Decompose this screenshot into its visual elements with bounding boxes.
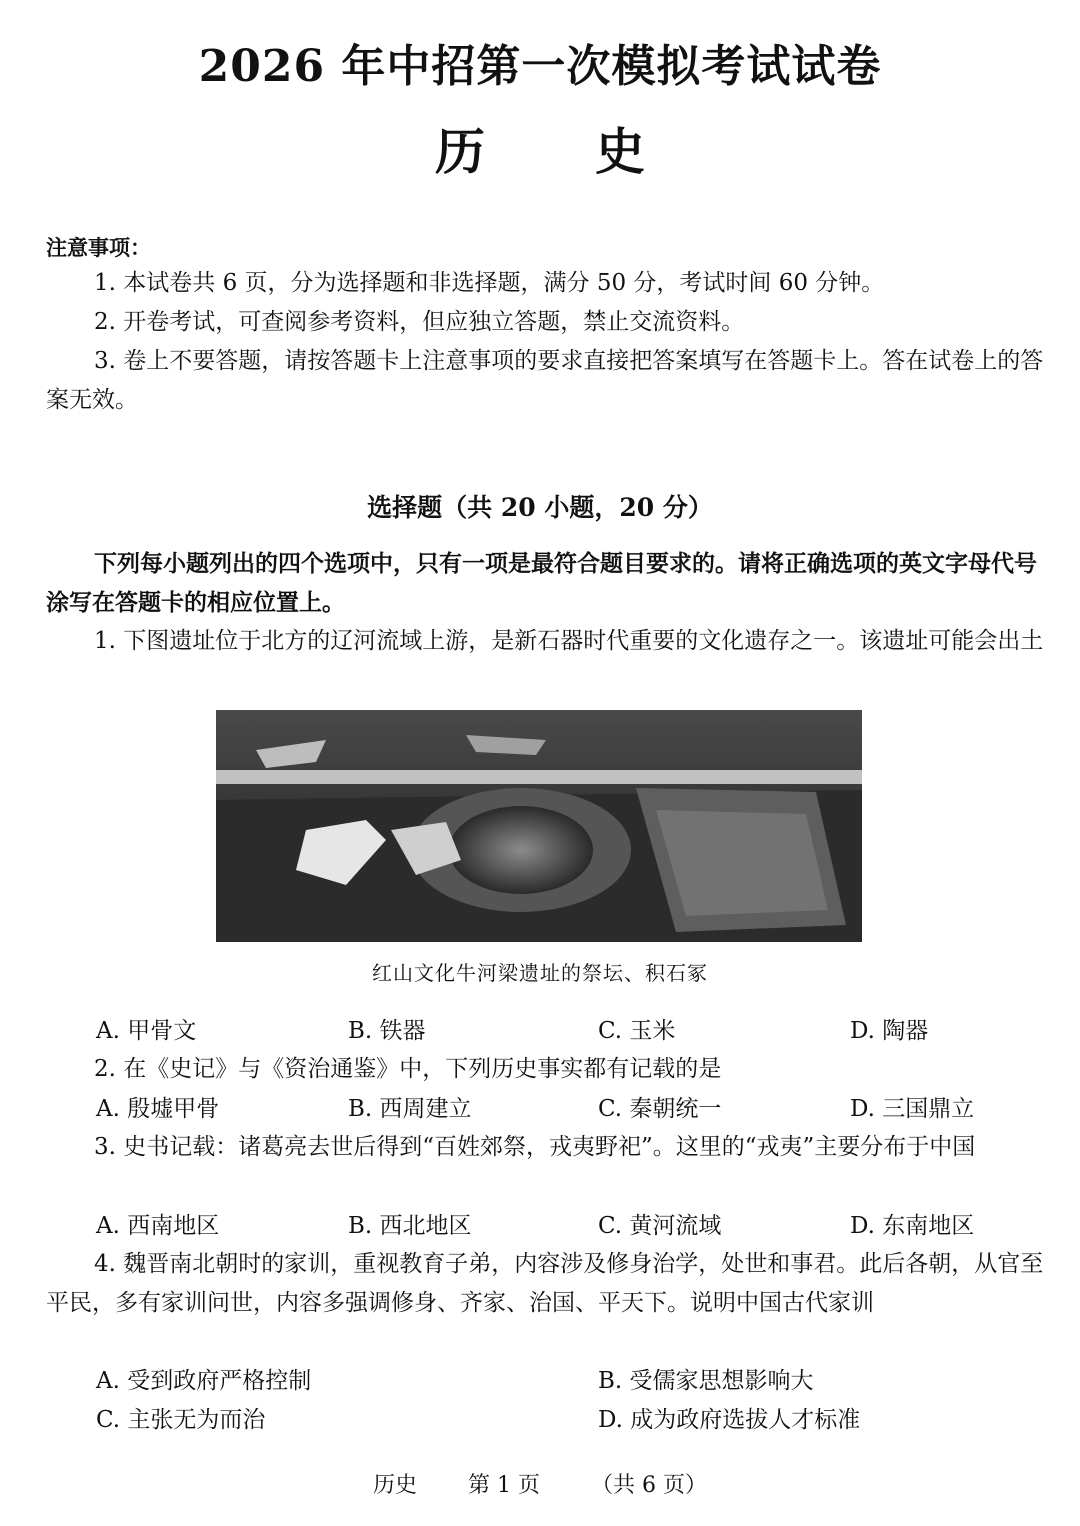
question-2-stem: 2. 在《史记》与《资治通鉴》中，下列历史事实都有记载的是 <box>94 1056 722 1082</box>
notice-heading: 注意事项： <box>46 235 151 260</box>
question-4-stem: 4. 魏晋南北朝时的家训，重视教育子弟，内容涉及修身治学，处世和事君。此后各朝，从官至平民，多有家训问世，内容多强调修身、齐家、治国、平天下。说明中国古代家训 <box>46 1251 1044 1316</box>
section-instruction: 下列每小题列出的四个选项中，只有一项是最符合题目要求的。请将正确选项的英文字母代号涂写在答题卡的相应位置上。 <box>46 550 1037 616</box>
exam-title: 2026 年中招第一次模拟考试试卷 <box>198 41 882 92</box>
notice-item-2: 2. 开卷考试，可查阅参考资料，但应独立答题，禁止交流资料。 <box>94 309 745 335</box>
question-3-stem: 3. 史书记载：诸葛亮去世后得到“百姓郊祭，戎夷野祀”。这里的“戎夷”主要分布于中国 <box>94 1134 976 1160</box>
footer-subject: 历史 <box>373 1473 418 1498</box>
footer-page-number: 第 1 页 <box>468 1473 540 1498</box>
q3-option-b: B. 西北地区 <box>348 1213 472 1239</box>
q2-option-d: D. 三国鼎立 <box>850 1096 975 1122</box>
q3-option-d: D. 东南地区 <box>850 1213 975 1239</box>
question-1-stem: 1. 下图遗址位于北方的辽河流域上游，是新石器时代重要的文化遗存之一。该遗址可能会出土 <box>94 628 1044 654</box>
q1-option-d: D. 陶器 <box>850 1018 929 1044</box>
q1-option-a: A. 甲骨文 <box>96 1018 197 1044</box>
q2-option-a: A. 殷墟甲骨 <box>96 1096 220 1122</box>
q2-option-b: B. 西周建立 <box>348 1096 472 1122</box>
subject-title: 历史 <box>435 122 755 181</box>
site-photo-graphic <box>216 710 862 942</box>
q4-option-c: C. 主张无为而治 <box>96 1407 266 1433</box>
notice-item-3: 3. 卷上不要答题，请按答题卡上注意事项的要求直接把答案填写在答题卡上。答在试卷上的答案无效。 <box>46 348 1044 413</box>
photo-caption: 红山文化牛河梁遗址的祭坛、积石冢 <box>372 961 708 985</box>
notice-item-1: 1. 本试卷共 6 页，分为选择题和非选择题，满分 50 分，考试时间 60 分钟。 <box>94 270 885 296</box>
q3-option-c: C. 黄河流域 <box>598 1213 722 1239</box>
section-title: 选择题（共 20 小题，20 分） <box>367 493 713 522</box>
q1-option-b: B. 铁器 <box>348 1018 426 1044</box>
q3-option-a: A. 西南地区 <box>96 1213 220 1239</box>
q4-option-b: B. 受儒家思想影响大 <box>598 1368 814 1394</box>
q4-option-a: A. 受到政府严格控制 <box>96 1368 312 1394</box>
q4-option-d: D. 成为政府选拔人才标准 <box>598 1407 861 1433</box>
footer-total-pages: （共 6 页） <box>591 1473 707 1498</box>
q1-option-c: C. 玉米 <box>598 1018 676 1044</box>
q2-option-c: C. 秦朝统一 <box>598 1096 722 1122</box>
site-photo <box>216 710 862 942</box>
page-footer <box>0 1468 1080 1499</box>
